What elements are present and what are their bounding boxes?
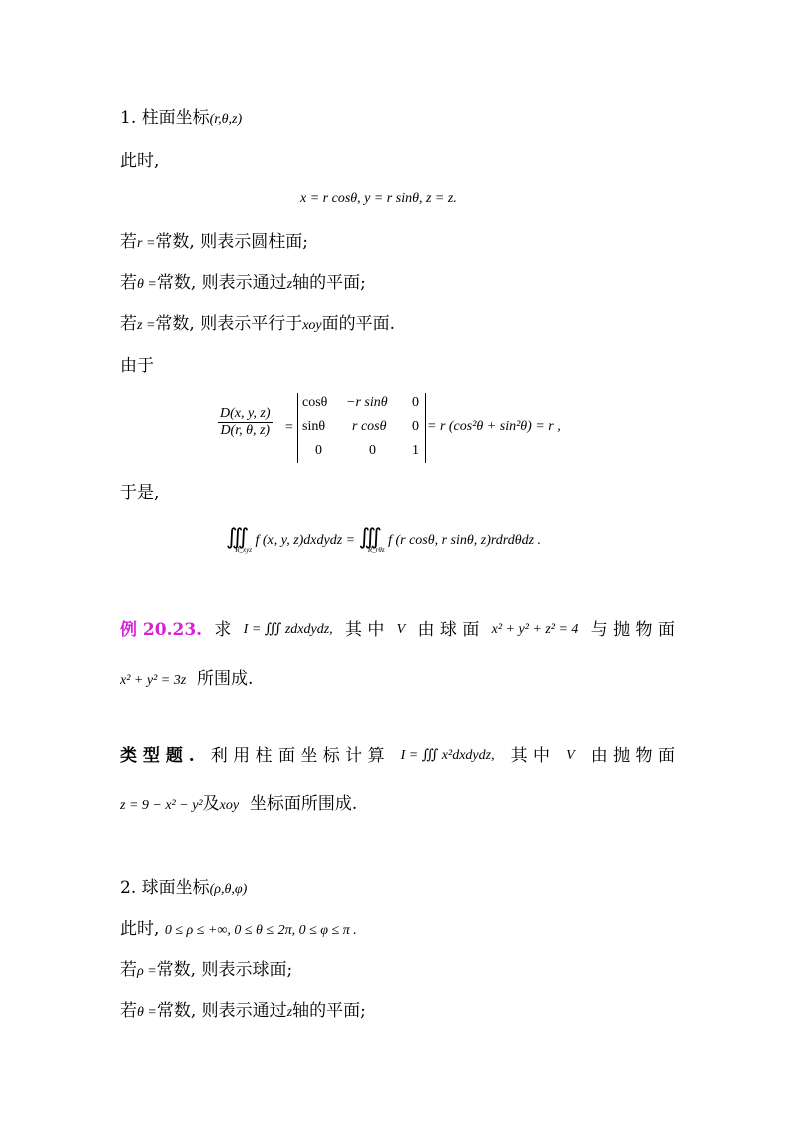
case-theta-text: 常数, 则表示通过 xyxy=(156,273,287,293)
example-var: V xyxy=(396,622,406,637)
case-theta-axis: z xyxy=(286,277,293,292)
section1-heading-text: 1. 柱面坐标 xyxy=(120,108,210,128)
example-text1: 求 xyxy=(214,620,232,640)
det-cell-0-0: cosθ xyxy=(302,395,328,410)
case-r-text: 常数, 则表示圆柱面; xyxy=(155,232,308,252)
case-theta xyxy=(120,271,366,297)
section1-intro: 此时, xyxy=(120,151,160,171)
example-text2: 其 中 xyxy=(344,620,385,640)
example-text5: 所围成. xyxy=(196,669,254,689)
example-integral xyxy=(244,618,333,642)
case-theta2-axis: z xyxy=(286,1005,293,1020)
exercise-plane: xoy xyxy=(219,798,240,813)
det-cell-2-0: 0 xyxy=(315,443,322,458)
case-z-plane: xoy xyxy=(302,318,322,333)
example-line1 xyxy=(120,618,675,642)
case-theta2-math: θ = xyxy=(137,1005,157,1020)
exercise-label: 类 型 题 . xyxy=(120,746,195,766)
example-text3: 由 球 面 xyxy=(417,620,480,640)
case-r xyxy=(120,230,308,256)
example-label: 例 20.23. xyxy=(120,620,203,640)
therefore-label: 于是, xyxy=(120,483,160,503)
triple-integral-symbol-lhs: ∭ xyxy=(226,524,246,549)
det-cell-1-0: sinθ xyxy=(302,419,326,434)
exercise-surface: z = 9 − x² − y² xyxy=(120,798,203,813)
section1-heading xyxy=(120,106,242,132)
jacobian-frac xyxy=(218,406,273,439)
exercise-integral: I = ∭ x²dxdydz, xyxy=(400,748,495,763)
jacobian-result: = r (cos²θ + sin²θ) = r , xyxy=(427,419,561,434)
exercise-line1 xyxy=(120,744,675,768)
section1-heading-math: (r,θ,z) xyxy=(209,112,243,127)
jacobian-numerator: D(x, y, z) xyxy=(220,406,271,421)
integral-rhs-subscript: R_rθz xyxy=(367,546,385,554)
transform-equation: x = r cosθ, y = r sinθ, z = z. xyxy=(300,191,457,206)
section2-intro-text: 此时, xyxy=(120,919,160,939)
det-cell-2-1: 0 xyxy=(369,443,376,458)
det-cell-1-1: r cosθ xyxy=(352,419,387,434)
case-rho-math: ρ = xyxy=(137,964,157,979)
section2-heading-math: (ρ,θ,φ) xyxy=(209,882,248,897)
example-paraboloid: x² + y² = 3z xyxy=(120,673,187,688)
case-z-post: 面的平面. xyxy=(321,314,396,334)
determinant-matrix xyxy=(297,393,426,463)
case-theta2-pre: 若 xyxy=(120,1001,137,1021)
exercise-text1: 利 用 柱 面 坐 标 计 算 xyxy=(210,746,385,766)
case-theta2-post: 轴的平面; xyxy=(292,1001,366,1021)
case-z-text: 常数, 则表示平行于 xyxy=(155,314,303,334)
case-theta-math: θ = xyxy=(137,277,157,292)
exercise-text4: 及 xyxy=(202,794,220,814)
case-theta2-text: 常数, 则表示通过 xyxy=(156,1001,287,1021)
triple-integral-symbol-rhs: ∭ xyxy=(358,524,378,549)
section2-heading xyxy=(120,876,247,902)
case-theta-post: 轴的平面; xyxy=(292,273,366,293)
case-rho xyxy=(120,958,292,984)
case-rho-text: 常数, 则表示球面; xyxy=(156,960,293,980)
integral-lhs-subscript: R_xyz xyxy=(235,546,252,554)
case-z-pre: 若 xyxy=(120,314,137,334)
exercise-line2 xyxy=(120,792,357,818)
integral-rhs: f (r cosθ, r sinθ, z)rdrdθdz . xyxy=(388,533,542,548)
det-cell-0-1: −r sinθ xyxy=(346,395,388,410)
case-r-pre: 若 xyxy=(120,232,137,252)
integral-transform xyxy=(226,524,542,554)
exercise-text2: 其 中 xyxy=(510,746,551,766)
det-cell-2-2: 1 xyxy=(412,443,419,458)
section2-heading-text: 2. 球面坐标 xyxy=(120,878,210,898)
det-cell-0-2: 0 xyxy=(412,395,419,410)
det-equals: = xyxy=(285,420,293,435)
exercise-text5: 坐标面所围成. xyxy=(249,794,358,814)
example-sphere: x² + y² + z² = 4 xyxy=(491,622,579,637)
example-line2 xyxy=(120,667,253,693)
case-theta-2 xyxy=(120,999,366,1025)
integral-lhs: f (x, y, z)dxdydz = xyxy=(255,533,356,548)
det-cell-1-2: 0 xyxy=(412,419,419,434)
exercise-var: V xyxy=(566,748,575,763)
case-z-math: z = xyxy=(137,318,156,333)
case-r-math: r = xyxy=(137,236,156,251)
example-text4: 与 抛 物 面 xyxy=(590,620,675,640)
section2-intro xyxy=(120,917,357,943)
case-z xyxy=(120,312,395,338)
case-rho-pre: 若 xyxy=(120,960,137,980)
case-theta-pre: 若 xyxy=(120,273,137,293)
jacobian-fraction xyxy=(218,406,273,439)
example-integral-text: I = ∭ zdxdydz, xyxy=(243,622,333,637)
jacobian-denominator: D(r, θ, z) xyxy=(220,423,271,438)
section2-range: 0 ≤ ρ ≤ +∞, 0 ≤ θ ≤ 2π, 0 ≤ φ ≤ π . xyxy=(164,923,357,938)
exercise-text3: 由 抛 物 面 xyxy=(590,746,675,766)
since-label: 由于 xyxy=(120,356,154,376)
